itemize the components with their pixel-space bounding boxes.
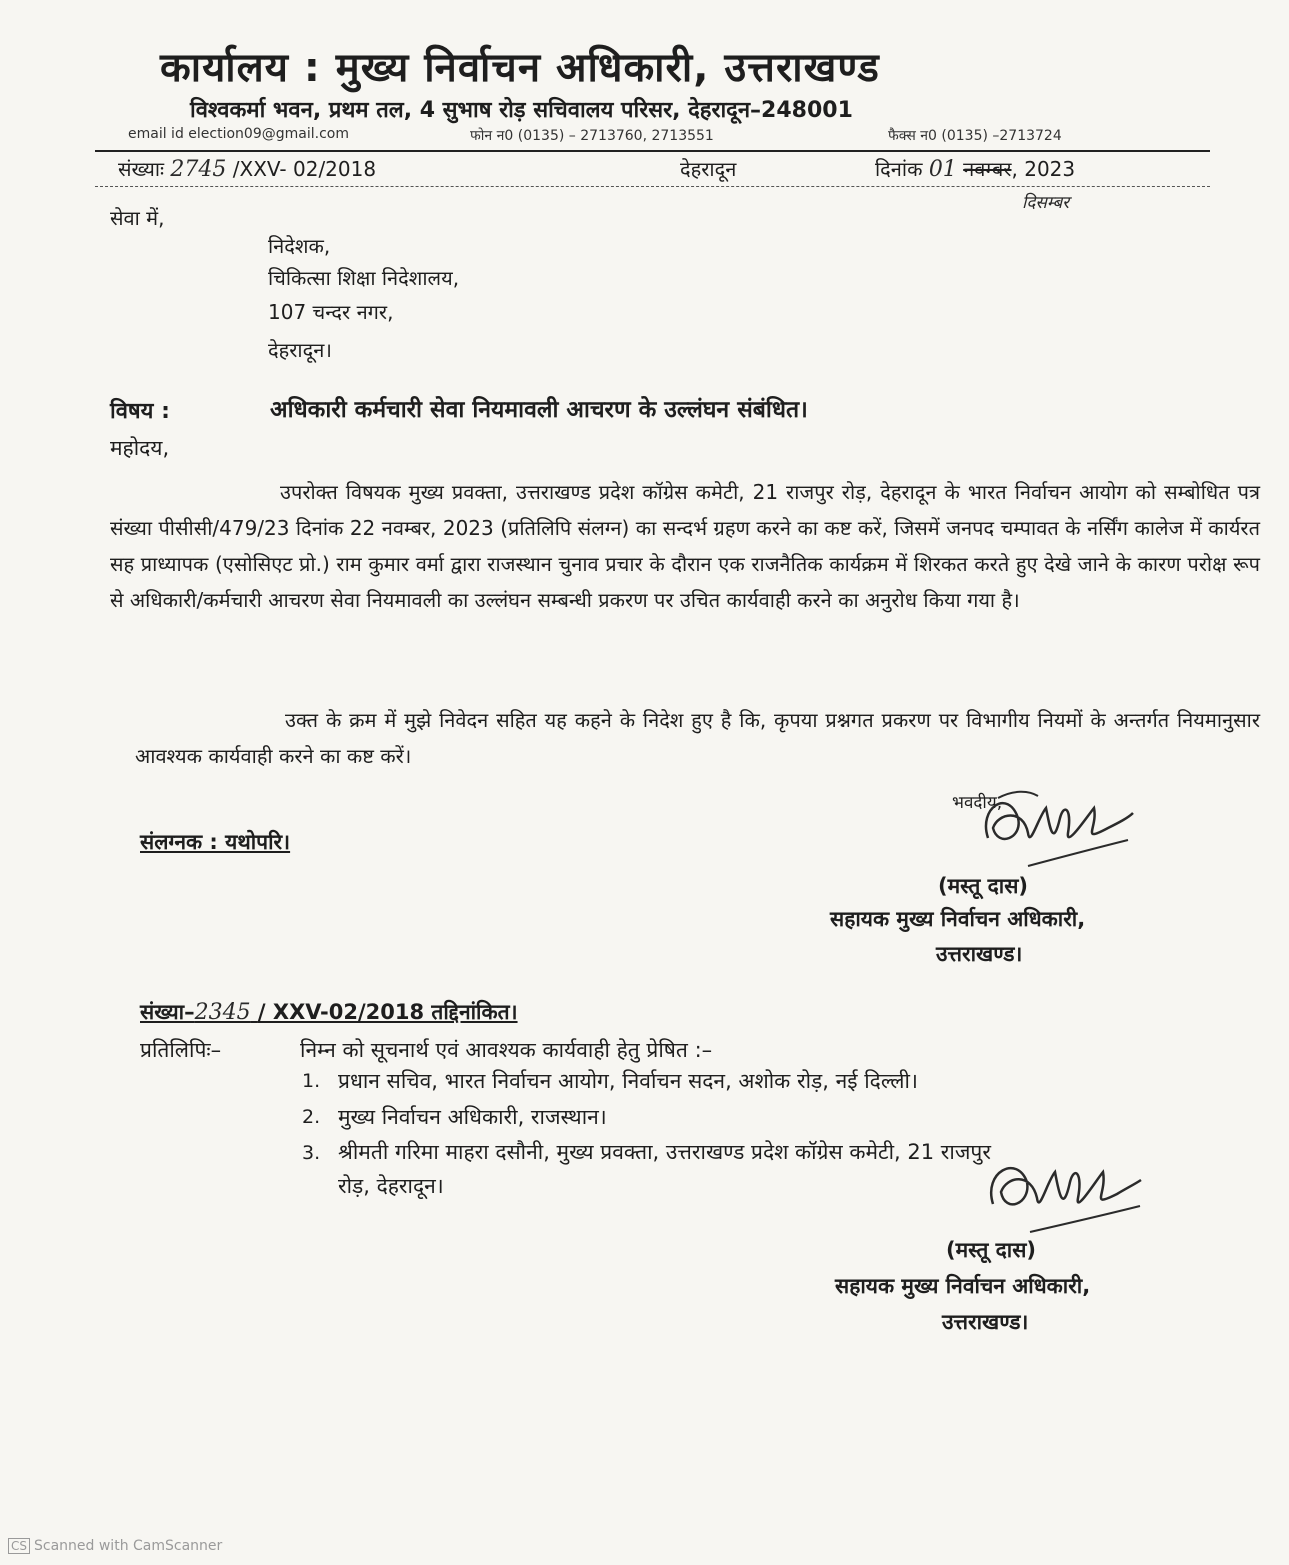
scanner-watermark-text: Scanned with CamScanner [34, 1538, 223, 1554]
enclosure-note: संलग्नक : यथोपरि। [140, 830, 291, 854]
copy-item-number: 1. [302, 1070, 321, 1092]
reference-divider [95, 186, 1210, 187]
salutation: महोदय, [110, 436, 170, 460]
header-divider [95, 150, 1210, 152]
date-month-struck: नवम्बर [963, 157, 1012, 181]
reference-number [118, 155, 376, 182]
copy-reference-number [140, 998, 518, 1026]
copy-intro: निम्न को सूचनार्थ एवं आवश्यक कार्यवाही हेतु प्रेषित :– [300, 1038, 713, 1062]
reference-place: देहरादून [680, 157, 737, 181]
recipient-line: 107 चन्दर नगर, [268, 300, 394, 324]
subject-text: अधिकारी कर्मचारी सेवा नियमावली आचरण के उल्लंघन संबंधित। [270, 397, 808, 423]
copy-item-number: 3. [302, 1142, 321, 1164]
office-phone: फोन न0 (0135) – 2713760, 2713551 [470, 128, 714, 144]
office-address: विश्वकर्मा भवन, प्रथम तल, 4 सुभाष रोड़ सचिवालय परिसर, देहरादून–248001 [190, 98, 853, 123]
copy-item-number: 2. [302, 1106, 321, 1128]
signatory-state: उत्तराखण्ड। [936, 942, 1023, 966]
copy-item-text: प्रधान सचिव, भारत निर्वाचन आयोग, निर्वाचन सदन, अशोक रोड़, नई दिल्ली। [338, 1069, 918, 1093]
copy-number-suffix: / XXV-02/2018 तद्दिनांकित। [257, 1000, 518, 1024]
signature-image [968, 778, 1138, 878]
recipient-line: देहरादून। [268, 338, 332, 362]
reference-number-label: संख्याः [118, 157, 165, 181]
camscanner-logo: CS [8, 1538, 30, 1554]
subject-label: विषय : [110, 399, 170, 424]
date-year: , 2023 [1011, 157, 1076, 181]
copy-number-handwritten: 2345 [194, 1000, 251, 1025]
signatory-designation: सहायक मुख्य निर्वाचन अधिकारी, [830, 907, 1086, 931]
reference-number-suffix: /XXV- 02/2018 [232, 157, 377, 181]
signatory-state: उत्तराखण्ड। [942, 1310, 1029, 1334]
reference-date [875, 155, 1075, 182]
signatory-name: (मस्तू दास) [946, 1238, 1036, 1262]
signatory-name: (मस्तू दास) [938, 874, 1028, 898]
closing: भवदीय, [952, 793, 1003, 813]
scanner-watermark [8, 1538, 222, 1554]
to-label: सेवा में, [110, 206, 165, 230]
body-paragraph [135, 702, 1260, 774]
reference-number-handwritten: 2745 [170, 157, 227, 182]
copy-item-text: श्रीमती गरिमा माहरा दसौनी, मुख्य प्रवक्ता, उत्तराखण्ड प्रदेश कॉग्रेस कमेटी, 21 राजपुर [338, 1140, 991, 1164]
recipient-line: चिकित्सा शिक्षा निदेशालय, [268, 266, 460, 290]
office-title: कार्यालय : मुख्य निर्वाचन अधिकारी, उत्तराखण्ड [160, 45, 880, 91]
date-label: दिनांक [875, 157, 923, 181]
body-paragraph-text: उक्त के क्रम में मुझे निवेदन सहित यह कहने के निदेश हुए है कि, कृपया प्रश्नगत प्रकरण पर विभागीय नियमों के अन्तर्गत नियमानुसार आवश्यक कार्यवाही करने का कष्ट करें। [135, 708, 1260, 768]
office-email: email id election09@gmail.com [128, 126, 349, 142]
body-paragraph [110, 474, 1260, 618]
copy-number-label: संख्या– [140, 1000, 195, 1024]
copy-item-text-continued: रोड़, देहरादून। [338, 1174, 444, 1198]
signature-image [975, 1142, 1145, 1242]
date-month-handwritten: दिसम्बर [1022, 193, 1070, 213]
signatory-designation: सहायक मुख्य निर्वाचन अधिकारी, [835, 1274, 1091, 1298]
recipient-line: निदेशक, [268, 234, 331, 258]
copy-item-text: मुख्य निर्वाचन अधिकारी, राजस्थान। [338, 1105, 607, 1129]
copy-label: प्रतिलिपिः– [140, 1038, 222, 1062]
date-day: 01 [928, 157, 957, 182]
body-paragraph-text: उपरोक्त विषयक मुख्य प्रवक्ता, उत्तराखण्ड प्रदेश कॉग्रेस कमेटी, 21 राजपुर रोड़, देहरादून के भारत निर्वाचन आयोग को सम्बोधित पत्र संख्या पीसीसी/479/23 दिनांक 22 नवम्बर, 2023 (प्रतिलिपि संलग्न) का सन्दर्भ ग्रहण करने का कष्ट करें, जिसमें जनपद चम्पावत के नर्सिंग कालेज में कार्यरत सह प्राध्यापक (एसोसिएट प्रो.) राम कुमार वर्मा द्वारा राजस्थान चुनाव प्रचार के दौरान एक राजनैतिक कार्यक्रम में शिरकत करते हुए देखे जाने के कारण परोक्ष रूप से अधिकारी/कर्मचारी आचरण सेवा नियमावली का उल्लंघन सम्बन्धी प्रकरण पर उचित कार्यवाही करने का अनुरोध किया गया है। [110, 480, 1260, 612]
office-fax: फैक्स न0 (0135) –2713724 [888, 128, 1062, 144]
